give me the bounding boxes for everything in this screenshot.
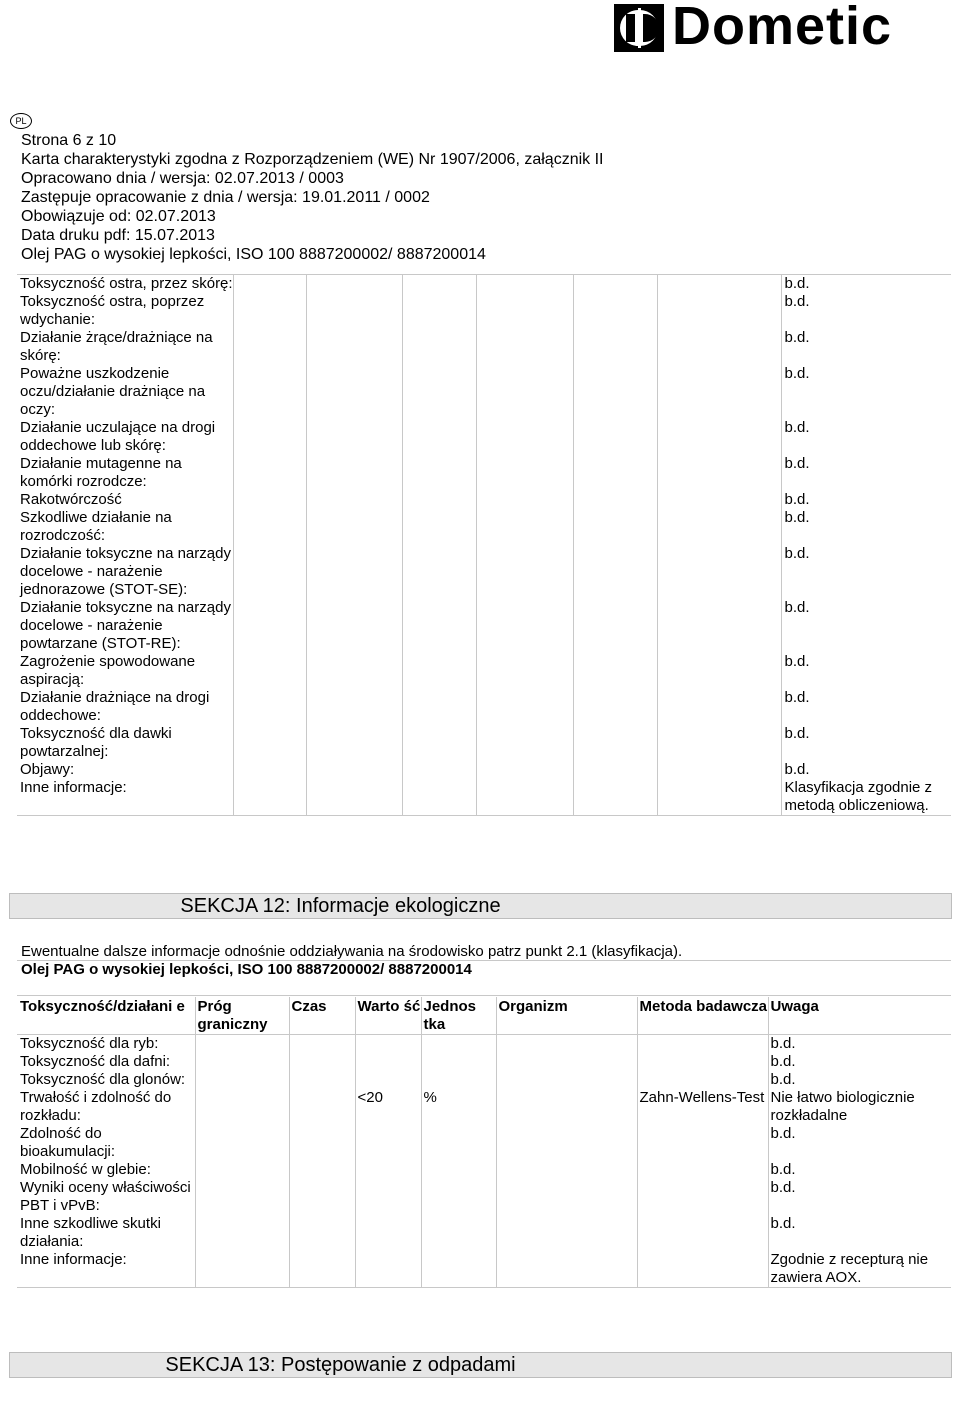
eco-row xyxy=(17,1053,951,1071)
eco-empty-cell xyxy=(289,1161,355,1179)
tox-row xyxy=(17,455,951,491)
tox-row-label: Działanie drażniące na drogi oddechowe: xyxy=(20,689,210,724)
tox-empty-cell xyxy=(657,329,782,365)
eco-cell-name: Inne informacje: xyxy=(17,1251,195,1288)
tox-row-value: Klasyfikacja zgodnie z metodą obliczeniową. xyxy=(782,779,951,816)
eco-empty-cell xyxy=(289,1251,355,1288)
tox-empty-cell xyxy=(573,725,657,761)
eco-empty-cell xyxy=(195,1089,289,1125)
eco-cell-value xyxy=(355,1125,421,1161)
eco-cell-name: Toksyczność dla ryb: xyxy=(20,1035,159,1052)
tox-row-value: b.d. xyxy=(782,293,951,329)
eco-cell-value xyxy=(355,1161,421,1179)
dometic-logo xyxy=(612,2,957,54)
tox-row-value: b.d. xyxy=(782,329,951,365)
tox-empty-cell xyxy=(233,689,306,725)
tox-row-value: b.d. xyxy=(782,545,951,599)
replaces-line: Zastępuje opracowanie z dnia / wersja: 19.01.2011 / 0002 xyxy=(21,189,430,206)
eco-cell-unit xyxy=(421,1179,496,1215)
eco-empty-cell xyxy=(195,1053,289,1071)
tox-empty-cell xyxy=(657,293,782,329)
eco-cell-note: Nie łatwo biologicznie rozkładalne xyxy=(768,1089,951,1125)
eco-cell-unit xyxy=(421,1161,496,1179)
tox-row-label: Toksyczność ostra, przez skórę: xyxy=(17,275,233,294)
tox-empty-cell xyxy=(476,509,573,545)
eco-empty-cell xyxy=(289,1053,355,1071)
prepared-line: Opracowano dnia / wersja: 02.07.2013 / 0003 xyxy=(21,170,344,187)
eco-cell-value xyxy=(355,1251,421,1288)
tox-empty-cell xyxy=(573,653,657,689)
tox-row-label: Rakotwórczość xyxy=(20,491,122,508)
eco-cell-name: Mobilność w glebie: xyxy=(20,1161,151,1178)
eco-cell-name: Trwałość i zdolność do rozkładu: xyxy=(20,1089,172,1124)
eco-column-header: Toksyczność/działani e xyxy=(17,997,195,1035)
eco-cell-method xyxy=(637,1179,768,1215)
tox-row-value: b.d. xyxy=(782,599,951,653)
tox-empty-cell xyxy=(476,455,573,491)
tox-empty-cell xyxy=(657,761,782,779)
tox-row xyxy=(17,509,951,545)
tox-row-value: b.d. xyxy=(782,365,951,419)
tox-empty-cell xyxy=(233,329,306,365)
tox-row-label: Działanie toksyczne na narządy docelowe - narażenie powtarzane (STOT-RE): xyxy=(20,599,231,652)
tox-row-value: b.d. xyxy=(782,275,951,294)
eco-cell-value xyxy=(355,1179,421,1215)
eco-empty-cell xyxy=(496,1035,637,1054)
tox-empty-cell xyxy=(306,275,402,294)
eco-empty-cell xyxy=(195,1071,289,1089)
eco-cell-note: b.d. xyxy=(768,1161,951,1179)
tox-row-label: Działanie mutagenne na komórki rozrodcze: xyxy=(20,455,182,490)
tox-row-label: Działanie toksyczne na narządy docelowe - narażenie jednorazowe (STOT-SE): xyxy=(20,545,231,598)
tox-empty-cell xyxy=(476,491,573,509)
tox-empty-cell xyxy=(402,545,476,599)
section-13-title: SEKCJA 13: Postępowanie z odpadami xyxy=(165,1354,516,1376)
eco-cell-name: Inne szkodliwe skutki działania: xyxy=(20,1215,161,1250)
regulation-line: Karta charakterystyki zgodna z Rozporządzeniem (WE) Nr 1907/2006, załącznik II xyxy=(21,151,604,168)
eco-row xyxy=(17,1125,951,1161)
eco-column-header: Czas xyxy=(289,997,355,1035)
tox-empty-cell xyxy=(573,491,657,509)
tox-empty-cell xyxy=(573,293,657,329)
tox-row-label: Toksyczność dla dawki powtarzalnej: xyxy=(20,725,172,760)
tox-empty-cell xyxy=(657,509,782,545)
eco-cell-note: Zgodnie z recepturą nie zawiera AOX. xyxy=(768,1251,951,1288)
tox-empty-cell xyxy=(233,293,306,329)
tox-row-label: Zagrożenie spowodowane aspiracją: xyxy=(20,653,196,688)
tox-empty-cell xyxy=(233,509,306,545)
tox-empty-cell xyxy=(657,725,782,761)
tox-row-label: Działanie żrące/drażniące na skórę: xyxy=(20,329,213,364)
eco-cell-method xyxy=(637,1125,768,1161)
eco-cell-note: b.d. xyxy=(768,1053,951,1071)
eco-cell-value xyxy=(355,1053,421,1071)
eco-column-header: Jednos tka xyxy=(421,997,496,1035)
tox-empty-cell xyxy=(476,275,573,294)
eco-cell-value xyxy=(355,1035,421,1054)
section-12-title: SEKCJA 12: Informacje ekologiczne xyxy=(180,895,501,917)
eco-cell-method xyxy=(637,1071,768,1089)
tox-empty-cell xyxy=(657,455,782,491)
tox-empty-cell xyxy=(573,545,657,599)
eco-note: Ewentualne dalsze informacje odnośnie oddziaływania na środowisko patrz punkt 2.1 (klasyfikacja). xyxy=(21,943,683,960)
eco-empty-cell xyxy=(195,1125,289,1161)
eco-empty-cell xyxy=(496,1089,637,1125)
eco-empty-cell xyxy=(289,1215,355,1251)
tox-empty-cell xyxy=(402,419,476,455)
tox-empty-cell xyxy=(476,689,573,725)
page-number: Strona 6 z 10 xyxy=(21,132,117,149)
eco-column-header: Organizm xyxy=(496,997,637,1035)
tox-empty-cell xyxy=(233,491,306,509)
tox-row-value: b.d. xyxy=(782,419,951,455)
tox-empty-cell xyxy=(476,329,573,365)
tox-empty-cell xyxy=(306,689,402,725)
eco-empty-cell xyxy=(195,1251,289,1288)
tox-row xyxy=(17,419,951,455)
tox-empty-cell xyxy=(402,599,476,653)
eco-column-header: Próg graniczny xyxy=(195,997,289,1035)
eco-cell-name: Zdolność do bioakumulacji: xyxy=(20,1125,116,1160)
tox-empty-cell xyxy=(573,455,657,491)
tox-row xyxy=(17,599,951,653)
eco-cell-name: Wyniki oceny właściwości PBT i vPvB: xyxy=(20,1179,191,1214)
tox-empty-cell xyxy=(306,365,402,419)
valid-from-line: Obowiązuje od: 02.07.2013 xyxy=(21,208,216,225)
eco-cell-method xyxy=(637,1035,768,1054)
tox-row xyxy=(17,365,951,419)
tox-empty-cell xyxy=(657,689,782,725)
eco-cell-unit xyxy=(421,1125,496,1161)
tox-row-label: Objawy: xyxy=(20,761,75,778)
tox-row-value: b.d. xyxy=(782,509,951,545)
tox-row-label: Poważne uszkodzenie oczu/działanie drażniące na oczy: xyxy=(20,365,206,418)
tox-empty-cell xyxy=(476,599,573,653)
tox-empty-cell xyxy=(476,779,573,816)
tox-empty-cell xyxy=(402,275,476,294)
tox-empty-cell xyxy=(657,275,782,294)
tox-empty-cell xyxy=(657,419,782,455)
eco-empty-cell xyxy=(289,1125,355,1161)
tox-empty-cell xyxy=(402,455,476,491)
print-date-line: Data druku pdf: 15.07.2013 xyxy=(21,227,215,244)
tox-empty-cell xyxy=(233,419,306,455)
eco-cell-method xyxy=(637,1053,768,1071)
tox-row-value: b.d. xyxy=(782,725,951,761)
eco-cell-note: b.d. xyxy=(768,1179,951,1215)
toxicology-table xyxy=(17,274,951,816)
tox-empty-cell xyxy=(476,761,573,779)
dometic-logo-mark-icon xyxy=(614,4,664,52)
tox-row-label: Toksyczność ostra, poprzez wdychanie: xyxy=(20,293,205,328)
eco-cell-unit xyxy=(421,1053,496,1071)
tox-empty-cell xyxy=(306,545,402,599)
tox-empty-cell xyxy=(402,293,476,329)
tox-empty-cell xyxy=(573,599,657,653)
eco-row xyxy=(17,1215,951,1251)
tox-row-value: b.d. xyxy=(782,689,951,725)
tox-empty-cell xyxy=(657,779,782,816)
tox-empty-cell xyxy=(573,275,657,294)
section-12-header xyxy=(9,893,952,919)
tox-empty-cell xyxy=(233,455,306,491)
tox-empty-cell xyxy=(306,509,402,545)
tox-row xyxy=(17,545,951,599)
tox-empty-cell xyxy=(402,509,476,545)
eco-cell-method xyxy=(637,1215,768,1251)
tox-empty-cell xyxy=(306,761,402,779)
tox-empty-cell xyxy=(402,761,476,779)
eco-cell-name: Toksyczność dla dafni: xyxy=(20,1053,171,1070)
tox-empty-cell xyxy=(402,779,476,816)
tox-row xyxy=(17,491,951,509)
tox-empty-cell xyxy=(573,689,657,725)
brand-name: Dometic xyxy=(672,0,893,56)
eco-cell-method xyxy=(637,1161,768,1179)
tox-empty-cell xyxy=(233,545,306,599)
tox-empty-cell xyxy=(402,329,476,365)
eco-cell-note: b.d. xyxy=(768,1071,951,1089)
eco-empty-cell xyxy=(195,1179,289,1215)
tox-row xyxy=(17,761,951,779)
ecology-table xyxy=(17,997,951,1288)
eco-cell-note: b.d. xyxy=(768,1125,951,1161)
tox-empty-cell xyxy=(476,419,573,455)
document-header xyxy=(21,131,603,264)
eco-row xyxy=(17,1089,951,1125)
eco-empty-cell xyxy=(289,1089,355,1125)
eco-cell-unit xyxy=(421,1215,496,1251)
eco-cell-unit xyxy=(421,1071,496,1089)
tox-empty-cell xyxy=(306,329,402,365)
eco-cell-name: Toksyczność dla glonów: xyxy=(20,1071,186,1088)
tox-empty-cell xyxy=(306,293,402,329)
eco-product-name: Olej PAG o wysokiej lepkości, ISO 100 8887200002/ 8887200014 xyxy=(17,960,951,996)
tox-empty-cell xyxy=(476,653,573,689)
eco-empty-cell xyxy=(496,1215,637,1251)
eco-row xyxy=(17,1035,951,1054)
eco-empty-cell xyxy=(496,1053,637,1071)
eco-empty-cell xyxy=(496,1071,637,1089)
tox-empty-cell xyxy=(233,275,306,294)
eco-row xyxy=(17,1179,951,1215)
tox-empty-cell xyxy=(233,365,306,419)
tox-row xyxy=(17,275,951,294)
tox-row-label: Inne informacje: xyxy=(17,779,233,816)
tox-empty-cell xyxy=(233,779,306,816)
tox-row xyxy=(17,725,951,761)
tox-empty-cell xyxy=(233,653,306,689)
tox-row-value: b.d. xyxy=(782,761,951,779)
tox-empty-cell xyxy=(573,365,657,419)
tox-empty-cell xyxy=(233,725,306,761)
tox-empty-cell xyxy=(402,725,476,761)
eco-empty-cell xyxy=(496,1161,637,1179)
tox-row xyxy=(17,329,951,365)
eco-cell-unit xyxy=(421,1035,496,1054)
eco-row xyxy=(17,1251,951,1288)
eco-cell-value: <20 xyxy=(355,1089,421,1125)
tox-empty-cell xyxy=(476,365,573,419)
eco-column-header: Warto ść xyxy=(355,997,421,1035)
eco-empty-cell xyxy=(496,1251,637,1288)
eco-empty-cell xyxy=(289,1035,355,1054)
language-badge: PL xyxy=(10,113,32,129)
tox-empty-cell xyxy=(476,293,573,329)
eco-empty-cell xyxy=(195,1035,289,1054)
eco-cell-note: b.d. xyxy=(768,1035,951,1054)
eco-column-header: Uwaga xyxy=(768,997,951,1035)
eco-cell-value xyxy=(355,1215,421,1251)
tox-empty-cell xyxy=(402,653,476,689)
tox-empty-cell xyxy=(306,653,402,689)
eco-empty-cell xyxy=(289,1071,355,1089)
tox-row-value: b.d. xyxy=(782,491,951,509)
eco-cell-value xyxy=(355,1071,421,1089)
eco-cell-note: b.d. xyxy=(768,1215,951,1251)
eco-cell-method: Zahn-Wellens-Test xyxy=(637,1089,768,1125)
tox-empty-cell xyxy=(573,779,657,816)
tox-empty-cell xyxy=(573,761,657,779)
eco-row xyxy=(17,1071,951,1089)
eco-empty-cell xyxy=(496,1125,637,1161)
tox-row xyxy=(17,293,951,329)
tox-empty-cell xyxy=(573,419,657,455)
eco-cell-unit: % xyxy=(421,1089,496,1125)
tox-empty-cell xyxy=(657,365,782,419)
tox-row xyxy=(17,689,951,725)
tox-row-value: b.d. xyxy=(782,455,951,491)
tox-empty-cell xyxy=(657,599,782,653)
tox-empty-cell xyxy=(657,491,782,509)
tox-empty-cell xyxy=(657,653,782,689)
tox-empty-cell xyxy=(233,761,306,779)
tox-empty-cell xyxy=(476,545,573,599)
eco-row xyxy=(17,1161,951,1179)
eco-empty-cell xyxy=(195,1215,289,1251)
tox-row-label: Działanie uczulające na drogi oddechowe lub skórę: xyxy=(20,419,216,454)
eco-header-row xyxy=(17,997,951,1035)
tox-empty-cell xyxy=(402,491,476,509)
eco-empty-cell xyxy=(496,1179,637,1215)
tox-empty-cell xyxy=(402,365,476,419)
eco-empty-cell xyxy=(195,1161,289,1179)
eco-cell-unit xyxy=(421,1251,496,1288)
eco-empty-cell xyxy=(289,1179,355,1215)
tox-empty-cell xyxy=(573,509,657,545)
tox-empty-cell xyxy=(476,725,573,761)
eco-cell-method xyxy=(637,1251,768,1288)
section-13-header xyxy=(9,1352,952,1378)
tox-empty-cell xyxy=(657,545,782,599)
tox-row-label: Szkodliwe działanie na rozrodczość: xyxy=(20,509,172,544)
tox-row xyxy=(17,779,951,816)
tox-row-value: b.d. xyxy=(782,653,951,689)
product-line: Olej PAG o wysokiej lepkości, ISO 100 8887200002/ 8887200014 xyxy=(21,246,486,263)
tox-empty-cell xyxy=(233,599,306,653)
tox-row xyxy=(17,653,951,689)
eco-column-header: Metoda badawcza xyxy=(637,997,768,1035)
tox-empty-cell xyxy=(306,419,402,455)
tox-empty-cell xyxy=(306,779,402,816)
tox-empty-cell xyxy=(402,689,476,725)
tox-empty-cell xyxy=(306,455,402,491)
tox-empty-cell xyxy=(573,329,657,365)
tox-empty-cell xyxy=(306,491,402,509)
tox-empty-cell xyxy=(306,599,402,653)
tox-empty-cell xyxy=(306,725,402,761)
